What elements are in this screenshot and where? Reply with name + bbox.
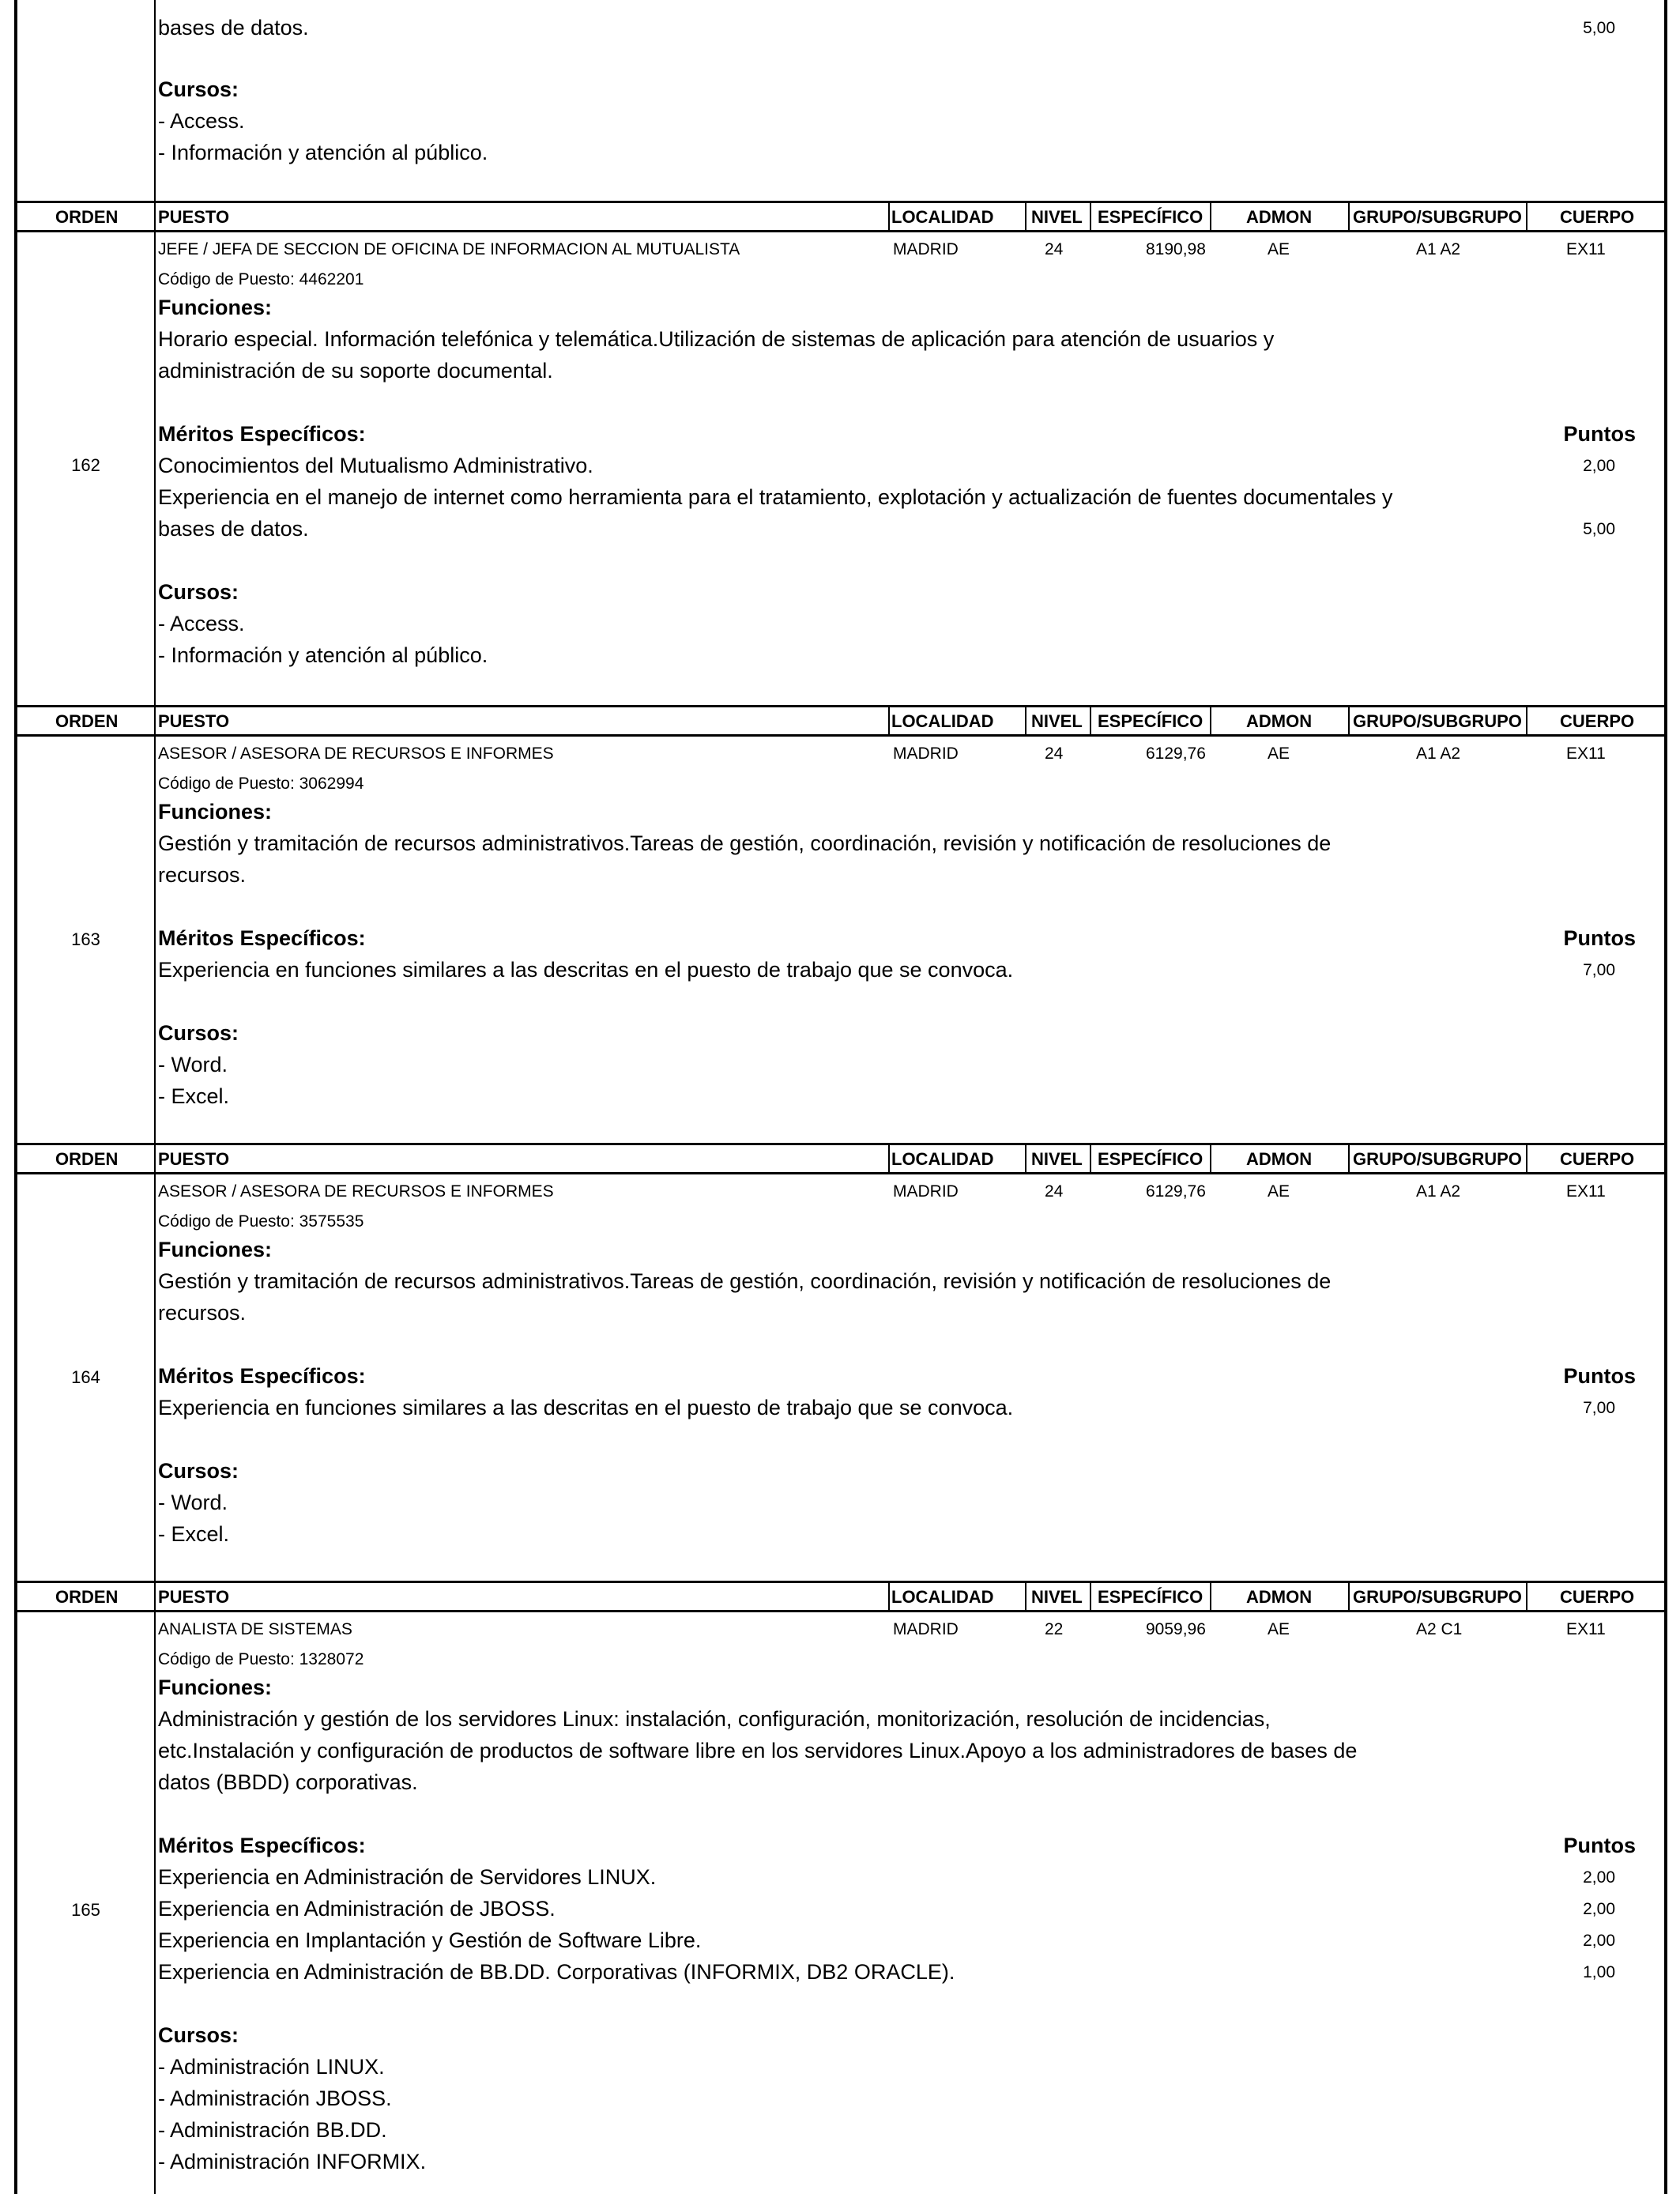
curso-item: - Información y atención al público.: [158, 141, 488, 164]
curso-item: - Administración JBOSS.: [158, 2087, 392, 2110]
admon: AE: [1268, 1182, 1290, 1201]
header-nivel: NIVEL: [1031, 1149, 1083, 1169]
funciones-heading: Funciones:: [158, 800, 273, 824]
cuerpo: EX11: [1566, 1620, 1606, 1638]
meritos-heading: Méritos Específicos:: [158, 926, 366, 950]
header-especifico: ESPECÍFICO: [1098, 1587, 1203, 1607]
meritos-heading: Méritos Específicos:: [158, 1364, 366, 1388]
funciones-heading: Funciones:: [158, 1676, 273, 1699]
especifico: 8190,98: [1146, 240, 1206, 258]
nivel: 22: [1045, 1620, 1064, 1638]
grupo: A1 A2: [1416, 240, 1461, 258]
table-header: [17, 1143, 1664, 1174]
admon: AE: [1268, 240, 1290, 258]
cursos-heading: Cursos:: [158, 2023, 239, 2047]
orden-number: 165: [71, 1900, 100, 1920]
puesto-name: ASESOR / ASESORA DE RECURSOS E INFORMES: [158, 745, 554, 763]
curso-item: - Access.: [158, 109, 245, 133]
funciones-line: Horario especial. Información telefónica y telemática.Utilización de sistemas de aplicación para atención de usuarios y: [158, 327, 1275, 351]
merito-points: 5,00: [1583, 520, 1615, 538]
meritos-heading: Méritos Específicos:: [158, 1834, 366, 1857]
merito-text: Experiencia en Administración de Servidores LINUX.: [158, 1865, 657, 1889]
merito-points: 1,00: [1583, 1963, 1615, 1981]
puntos-heading: Puntos: [1563, 1364, 1636, 1388]
merito-points: 2,00: [1583, 1932, 1615, 1950]
funciones-heading: Funciones:: [158, 1238, 273, 1261]
header-nivel: NIVEL: [1031, 1587, 1083, 1607]
funciones-line: recursos.: [158, 1301, 247, 1325]
puesto-name: JEFE / JEFA DE SECCION DE OFICINA DE INFORMACION AL MUTUALISTA: [158, 240, 740, 258]
funciones-line: recursos.: [158, 863, 247, 887]
localidad: MADRID: [893, 745, 959, 763]
funciones-line: datos (BBDD) corporativas.: [158, 1770, 418, 1794]
curso-item: - Word.: [158, 1491, 228, 1514]
header-grupo: GRUPO/SUBGRUPO: [1353, 711, 1522, 731]
curso-item: - Excel.: [158, 1522, 230, 1546]
curso-item: - Word.: [158, 1053, 228, 1076]
merito-text: Experiencia en funciones similares a las descritas en el puesto de trabajo que se convoca.: [158, 958, 1014, 982]
puntos-heading: Puntos: [1563, 926, 1636, 950]
header-nivel: NIVEL: [1031, 711, 1083, 731]
curso-item: - Administración INFORMIX.: [158, 2150, 427, 2173]
cuerpo: EX11: [1566, 745, 1606, 763]
text-line: bases de datos.: [158, 16, 309, 40]
merito-points: 2,00: [1583, 1900, 1615, 1918]
localidad: MADRID: [893, 1620, 959, 1638]
merito-points: 7,00: [1583, 1399, 1615, 1417]
funciones-line: administración de su soporte documental.: [158, 359, 553, 383]
header-localidad: LOCALIDAD: [891, 711, 994, 731]
header-orden: ORDEN: [55, 711, 119, 731]
header-puesto: PUESTO: [158, 711, 230, 731]
funciones-line: Gestión y tramitación de recursos administrativos.Tareas de gestión, coordinación, revisión y notificación de resoluciones de: [158, 831, 1332, 855]
merito-points: 7,00: [1583, 961, 1615, 979]
header-puesto: PUESTO: [158, 1587, 230, 1607]
codigo-puesto: Código de Puesto: 3062994: [158, 775, 364, 793]
nivel: 24: [1045, 240, 1064, 258]
localidad: MADRID: [893, 240, 959, 258]
orden-number: 164: [71, 1367, 100, 1387]
codigo-puesto: Código de Puesto: 3575535: [158, 1212, 364, 1231]
cuerpo: EX11: [1566, 240, 1606, 258]
header-admon: ADMON: [1246, 207, 1313, 227]
header-admon: ADMON: [1246, 711, 1313, 731]
header-especifico: ESPECÍFICO: [1098, 1149, 1203, 1169]
puesto-name: ASESOR / ASESORA DE RECURSOS E INFORMES: [158, 1182, 554, 1201]
header-orden: ORDEN: [55, 207, 119, 227]
codigo-puesto: Código de Puesto: 1328072: [158, 1650, 364, 1668]
header-localidad: LOCALIDAD: [891, 1149, 994, 1169]
header-localidad: LOCALIDAD: [891, 207, 994, 227]
table-header: [17, 1581, 1664, 1612]
merito-text: Experiencia en Administración de BB.DD. Corporativas (INFORMIX, DB2 ORACLE).: [158, 1960, 955, 1984]
cursos-heading: Cursos:: [158, 1459, 239, 1483]
funciones-heading: Funciones:: [158, 296, 273, 319]
header-orden: ORDEN: [55, 1587, 119, 1607]
cursos-heading: Cursos:: [158, 1021, 239, 1045]
funciones-line: Gestión y tramitación de recursos administrativos.Tareas de gestión, coordinación, revisión y notificación de resoluciones de: [158, 1269, 1332, 1293]
column-divider: [154, 0, 156, 2194]
header-grupo: GRUPO/SUBGRUPO: [1353, 207, 1522, 227]
nivel: 24: [1045, 745, 1064, 763]
header-cuerpo: CUERPO: [1560, 711, 1635, 731]
puntos-heading: Puntos: [1563, 1834, 1636, 1857]
admon: AE: [1268, 1620, 1290, 1638]
grupo: A1 A2: [1416, 745, 1461, 763]
table-header: [17, 705, 1664, 737]
merito-text: Experiencia en Administración de JBOSS.: [158, 1897, 556, 1921]
puesto-name: ANALISTA DE SISTEMAS: [158, 1620, 352, 1638]
especifico: 6129,76: [1146, 1182, 1206, 1201]
especifico: 6129,76: [1146, 745, 1206, 763]
merito-text: Conocimientos del Mutualismo Administrativo.: [158, 454, 593, 477]
header-localidad: LOCALIDAD: [891, 1587, 994, 1607]
header-puesto: PUESTO: [158, 1149, 230, 1169]
header-grupo: GRUPO/SUBGRUPO: [1353, 1149, 1522, 1169]
admon: AE: [1268, 745, 1290, 763]
localidad: MADRID: [893, 1182, 959, 1201]
header-cuerpo: CUERPO: [1560, 207, 1635, 227]
orden-number: 162: [71, 455, 100, 475]
table-header: [17, 201, 1664, 232]
header-admon: ADMON: [1246, 1149, 1313, 1169]
header-puesto: PUESTO: [158, 207, 230, 227]
grupo: A1 A2: [1416, 1182, 1461, 1201]
codigo-puesto: Código de Puesto: 4462201: [158, 270, 364, 288]
curso-item: - Información y atención al público.: [158, 643, 488, 667]
merito-text: Experiencia en Implantación y Gestión de Software Libre.: [158, 1928, 702, 1952]
especifico: 9059,96: [1146, 1620, 1206, 1638]
grupo: A2 C1: [1416, 1620, 1463, 1638]
curso-item: - Excel.: [158, 1084, 230, 1108]
header-nivel: NIVEL: [1031, 207, 1083, 227]
nivel: 24: [1045, 1182, 1064, 1201]
puntos-heading: Puntos: [1563, 422, 1636, 446]
curso-item: - Access.: [158, 612, 245, 635]
points-value: 5,00: [1583, 19, 1615, 37]
merito-text: Experiencia en funciones similares a las descritas en el puesto de trabajo que se convoca.: [158, 1396, 1014, 1419]
merito-text: Experiencia en el manejo de internet como herramienta para el tratamiento, explotación y actualización de fuentes documentales y: [158, 485, 1393, 509]
header-admon: ADMON: [1246, 1587, 1313, 1607]
orden-number: 163: [71, 929, 100, 949]
header-especifico: ESPECÍFICO: [1098, 711, 1203, 731]
merito-text: bases de datos.: [158, 517, 309, 541]
header-cuerpo: CUERPO: [1560, 1149, 1635, 1169]
cuerpo: EX11: [1566, 1182, 1606, 1201]
merito-points: 2,00: [1583, 457, 1615, 475]
curso-item: - Administración LINUX.: [158, 2055, 385, 2079]
cursos-heading: Cursos:: [158, 580, 239, 604]
header-cuerpo: CUERPO: [1560, 1587, 1635, 1607]
header-grupo: GRUPO/SUBGRUPO: [1353, 1587, 1522, 1607]
merito-points: 2,00: [1583, 1868, 1615, 1887]
curso-item: - Administración BB.DD.: [158, 2118, 387, 2142]
meritos-heading: Méritos Específicos:: [158, 422, 366, 446]
funciones-line: etc.Instalación y configuración de productos de software libre en los servidores Linux.Apoyo a los administradores de bases de: [158, 1739, 1358, 1762]
cursos-heading: Cursos:: [158, 77, 239, 101]
header-especifico: ESPECÍFICO: [1098, 207, 1203, 227]
header-orden: ORDEN: [55, 1149, 119, 1169]
document-frame: [14, 0, 1667, 2194]
funciones-line: Administración y gestión de los servidores Linux: instalación, configuración, monitorización, resolución de incidencias,: [158, 1707, 1271, 1731]
